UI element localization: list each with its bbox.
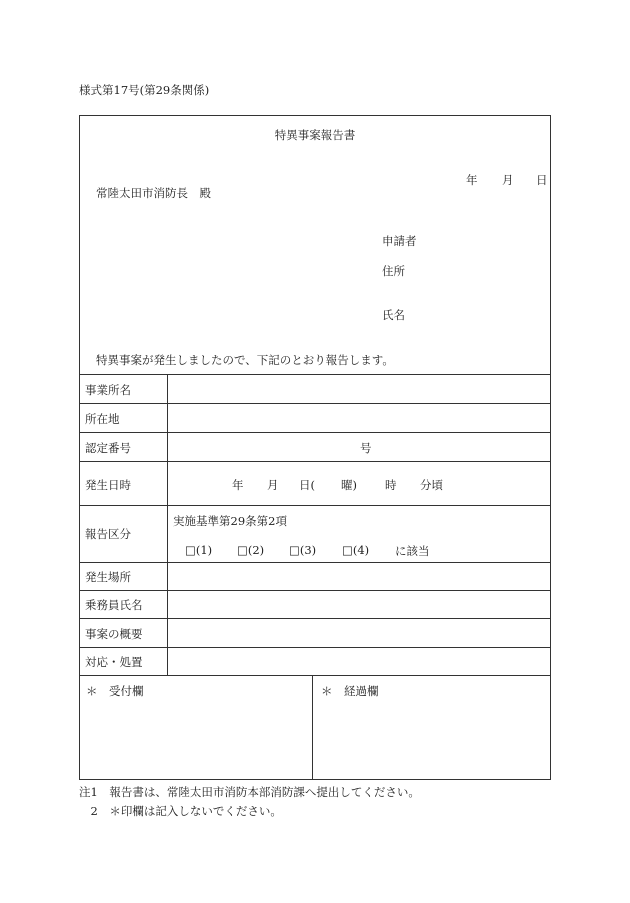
name-label: 氏名 [382,308,405,322]
applicant-label: 申請者 [382,234,417,248]
row-divider [80,590,550,591]
option-4-checkbox[interactable]: □(4) [342,543,370,557]
row-divider [80,505,550,506]
address-label: 住所 [382,264,405,278]
dt-year: 年 [232,478,244,492]
row-divider [80,461,550,462]
dt-minute: 分頃 [420,478,443,492]
dt-month: 月 [267,478,279,492]
cert-number-suffix: 号 [360,441,372,455]
dt-weekday: 曜) [341,478,357,492]
report-form [79,115,551,780]
summary-label: 事案の概要 [85,627,143,641]
office-name-label: 事業所名 [85,383,131,397]
place-label: 発生場所 [85,570,131,584]
bottom-column-divider [312,675,313,780]
dt-hour: 時 [385,478,397,492]
date-year-label: 年 [466,173,478,187]
form-number: 様式第17号(第29条関係) [79,83,210,97]
row-divider [80,432,550,433]
label-column-divider [167,374,168,675]
category-basis: 実施基準第29条第2項 [173,514,287,528]
date-day-label: 日 [536,173,548,187]
dt-day: 日( [299,478,315,492]
form-title: 特異事案報告書 [274,128,356,142]
option-1-checkbox[interactable]: □(1) [185,543,213,557]
row-divider [80,403,550,404]
crew-name-label: 乗務員氏名 [85,598,143,612]
progress-field-label: ＊ 経過欄 [321,684,379,698]
location-label: 所在地 [85,412,120,426]
row-divider [80,647,550,648]
applicable-text: に該当 [395,544,430,558]
row-divider [80,562,550,563]
response-label: 対応・処置 [85,655,143,669]
category-label: 報告区分 [85,527,131,541]
date-month-label: 月 [502,173,514,187]
addressee: 常陸太田市消防長 殿 [96,186,211,200]
note-1: 注1 報告書は、常陸太田市消防本部消防課へ提出してください。 [79,785,420,799]
row-divider [80,618,550,619]
row-divider [80,374,550,375]
reception-field-label: ＊ 受付欄 [86,684,144,698]
note-2: 2 ＊印欄は記入しないでください。 [79,804,282,818]
option-3-checkbox[interactable]: □(3) [289,543,317,557]
row-divider [80,675,550,676]
datetime-label: 発生日時 [85,478,131,492]
intro-text: 特異事案が発生しましたので、下記のとおり報告します。 [96,353,394,367]
cert-number-label: 認定番号 [85,441,131,455]
option-2-checkbox[interactable]: □(2) [237,543,265,557]
